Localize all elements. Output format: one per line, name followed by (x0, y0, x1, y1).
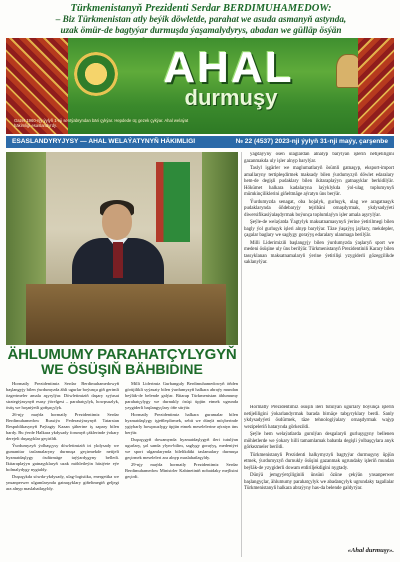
publication-info: Gazet 1960-njy ýylyň 1-nji sentýabryndan bäri çykýar. Hepdede üç gezek çykýar. Ahal welaýat häkimligi esaslandyrdy. (14, 118, 189, 128)
photo-desk (26, 284, 226, 345)
masthead (6, 38, 394, 134)
paragraph: Hormatly Prezidentimiz Serdar Berdimuhamedowyň başlangyjy bilen ýurdumyzda ähli ugurlar boýunça giň gerimli özgertmeler amala aşyrylýar. Döwletimiziň daşary syýasat strategiýasynyň esasy ýörelgesi – parahatçylyk, howpsuzlyk, ösüş we hoşniýetli goňşuçylyk. (6, 381, 119, 410)
paragraph: 26-njy maýda hormatly Prezidentimiz Serdar Berdimuhamedow Russiýa Federasiýasynyň Tatarstan Respublikasynyň Paýtagty Kazan şäherine iş sapary bilen bardy. Bu ýerde Halkara ykdysady forumyň çäklerinde ýokary derejeli duşuşyklar geçirildi. (6, 412, 119, 441)
paragraph: yagdaýyny ösen ulaglardan alnalyp barylýan işleriň netijeliligini gazanmakda uly işler alnyp barylýar. (244, 152, 394, 164)
photo-head (102, 204, 132, 240)
article-column-left (6, 381, 119, 557)
paragraph: Milli Liderimiziň başlangyjy bilen ýurdumyzda ýaşlaryň sport we medeni ösüşine uly üns berilýär. Türkmenistanyň Prezidentiniň Karary bilen tassyklanan maksatnamalaryň ýerine ýetirilişi yzygiderli gözegçilikde saklanylýar. (244, 240, 394, 265)
headline-line-1: ÄHLUMUMY PARAHATÇYLYGYŇ (7, 346, 237, 363)
article-body (6, 381, 238, 557)
paragraph: Taslyl işgärler we maglumatlaryň ösümli gatnaşyp, eksport-import amallaryny tertipleşdirmek maksady bilen ýurdumyzyň döwlet edaralary hem-de degişli pudaklary bilen ikitaraplaýyn gatnaşyklar berkidilýär. Hökümet halkara kadalaryna laýyklykda ýol-ulag toplumynyň mümkinçiliklerini giňeltmäge aýratyn üns berýär. (244, 166, 394, 197)
president-photo (6, 152, 238, 345)
photo-tie (113, 242, 123, 278)
paragraph: Şeýle-de welaýatda Ýagtylyk maksatnamasynyň ýerine ýetirilmegi bilen bagly ýol gurluşyk işleri alnyp barylýar. Täze ýaşaýyş jaýlary, mekdepler, çagalar baglary we saglygy goraýyş edaralary ulanmaga berilýär. (244, 220, 394, 238)
paragraph: 29-njy maýda hormatly Prezidentimiz Serdar Berdimuhamedow Ministrler Kabinetiniň nobatdaky mejlisini geçirdi. (125, 462, 238, 479)
article-column-right-top (244, 152, 394, 404)
headline-line-2: WE ÖSÜŞIŇ BÄHBIDINE (41, 361, 203, 377)
paragraph: Duşuşygyň dowamynda hyzmatdaşlygyň ileri tutulýan ugurlary, şol sanda ylym-bilim, saglygy goraýyş, medeniýet we sport ulgamlarynda bilelikdäki taslamalary durmuşa geçirmek meseleleri ara alnyp maslahatlaşyldy. (125, 437, 238, 460)
paragraph: Ýurdumyzyň ýolbaşçysy döwletimiziň iri ykdysady we gumanitar taslamalaryny durmuşa geçirmekde netijeli hyzmatdaşlygy ösdürmäge taýýardygyny belledi. Ikitaraplaýyn gatnaşyklaryň uzak möhletleýin häsiýete eýe bolmalydygy nygtaldy. (6, 443, 119, 472)
paragraph: Ýurdumyzda senagat, oba hojalyk, gurluşyk, ulag we aragatnaşyk pudaklarynda öňdebaryjy tejribäni ornaşdyrmak, ykdysadyýeti diwersifikasiýalaşdyrmak boýunça toplumlaýyn işler amala aşyrylýar. (244, 199, 394, 218)
quote-line: – Biz Türkmenistan atly beýik döwletde, parahat we asuda asmanyň astynda, (55, 14, 347, 24)
quote-attribution: Türkmenistanyň Prezidenti Serdar BERDIMUHAMEDOW: (70, 3, 332, 14)
article-headline (6, 347, 238, 377)
article-column-right-bottom (244, 405, 394, 545)
paragraph: Hormatly Prezidentimiz halkara guramalar bilen hyzmatdaşlygy işjeňleşdirmek, sebit we dünýä möçberinde ygtybarly howpsuzlygy üpjün etmek meselelerine aýratyn üns berýär. (125, 412, 238, 435)
newspaper-title: AHAL (163, 43, 294, 92)
carpet-ornament-right (358, 38, 394, 134)
paragraph: Şeýle hem welaýatlarda gurulýan desgalaryň gurluşygyny bellenen möhletlerde we ýokary hilli tamamlamak babatda degişli ýolbaşçylara anyk görkezmeler berildi. (244, 432, 394, 450)
national-flag-icon (156, 162, 190, 242)
paragraph: Dünýä jemgyýetçiliginiň ünsüni özüne çekýän ynsanperwer başlangyçlar, ählumumy parahatçylyk we abadançylyk ugrundaky tagallalar Türkmenistanyň halkara abraýyny has-da belende galdyrýar. (244, 473, 394, 491)
column-divider (241, 152, 242, 557)
newspaper-subtitle: durmuşy (184, 85, 278, 110)
article-column-middle (125, 381, 238, 557)
paragraph: Milli Liderimiz Gurbanguly Berdimuhamedowyň öňden görüjilikli syýasaty bilen ýurdumyzyň halkara abraýy mundan beýläk-de belende galýar. Bitarap Türkmenistan ählumumy parahatçylygy we durnukly ösüşi üpjün etmek ugrunda yzygiderli başlangyçlary öňe sürýär. (125, 381, 238, 410)
founder-label: ESASLANDYRYJYSY — AHAL WELAÝATYNYŇ HÄKIMLIGI (12, 138, 196, 145)
quote-line: uzak ömür-de bagtyýar durmuşda ýaşamalydyrys, abadan we gülläp ösýän (60, 25, 342, 35)
state-emblem-icon (74, 52, 118, 96)
paragraph: Hormatly Prezidentimiz ösüşiň ileri tutulýan ugurlary boýunça işleriň netijeliligini ýokarlandyrmak barada birnäçe tabşyryklary berdi. Sanly ykdysadyýeti ösdürmek, täze tehnologiýalary ornaşdyrmak wajyp wezipeleriň hatarynda görkezildi. (244, 405, 394, 430)
paragraph: Duşuşykda söwda-ykdysady, ulag-logistika, energetika we ynsanperwer ulgamlarynda gatnaşyklary giňeltmegiň geljegi ara alnyp maslahatlaşyldy. (6, 474, 119, 491)
issue-bar (6, 136, 394, 148)
article-signoff: «Ahal durmuşy». (347, 547, 394, 554)
paragraph: Türkmenistanyň Prezidenti halkymyzyň bagtyýar durmuşyny üpjün etmek, ýurdumyzyň durnukly ösüşini gazanmak ugrundaky işleriň mundan beýläk-de yzygiderli dowam etdiriljekdigini nygtady. (244, 452, 394, 471)
issue-number-date: № 22 (4537) 2023-nji ýylyň 31-nji maýy, çarşenbe (235, 138, 388, 145)
